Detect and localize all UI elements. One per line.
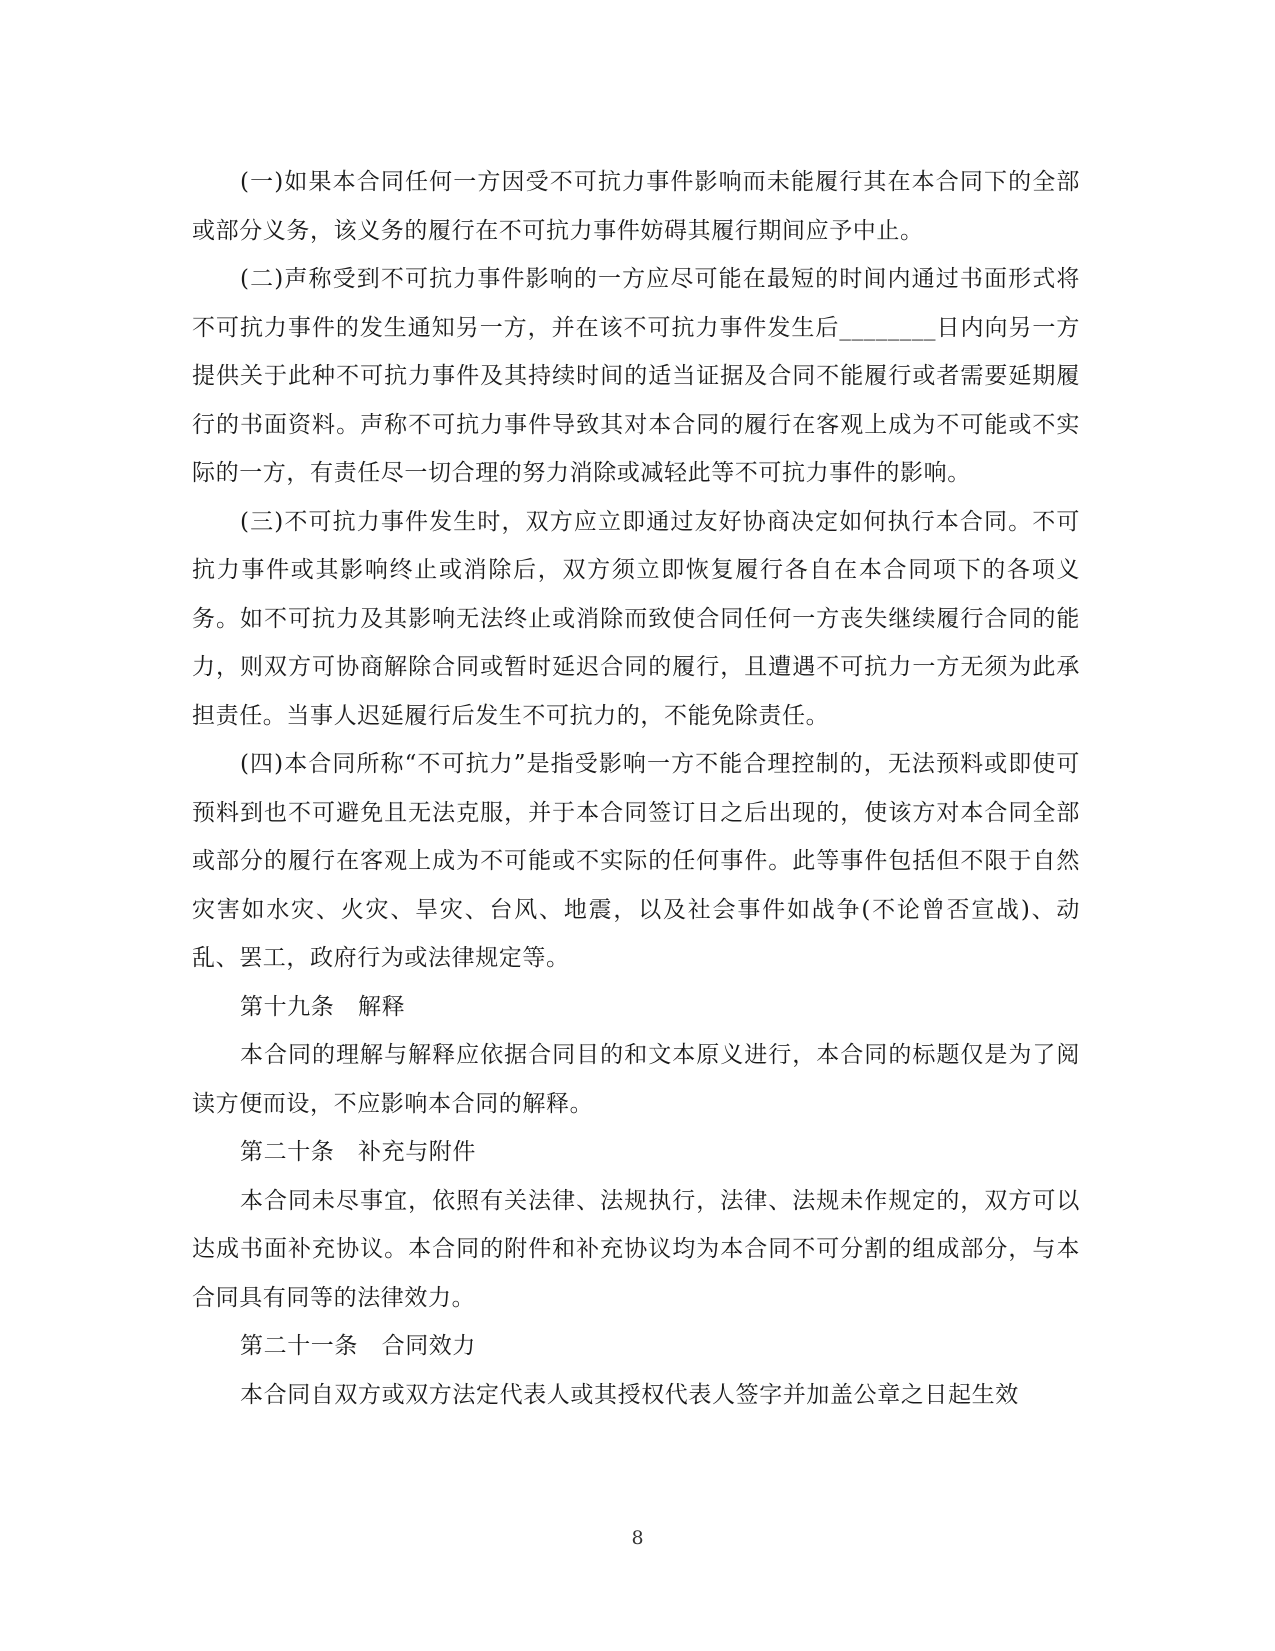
document-body: [192, 158, 1080, 1419]
article-21-body: 本合同自双方或双方法定代表人或其授权代表人签字并加盖公章之日起生效: [240, 1381, 1019, 1408]
page-number: 8: [631, 1527, 644, 1549]
paragraph-force-majeure-3: (三)不可抗力事件发生时，双方应立即通过友好协商决定如何执行本合同。不可抗力事件或其影响终止或消除后，双方须立即恢复履行各自在本合同项下的各项义务。如不可抗力及其影响无法终止或消除而致使合同任何一方丧失继续履行合同的能力，则双方可协商解除合同或暂时延迟合同的履行，且遭遇不可抗力一方无须为此承担责任。当事人迟延履行后发生不可抗力的，不能免除责任。: [192, 508, 1080, 729]
paragraph-force-majeure-1: (一)如果本合同任何一方因受不可抗力事件影响而未能履行其在本合同下的全部或部分义务，该义务的履行在不可抗力事件妨碍其履行期间应予中止。: [192, 169, 1080, 244]
article-20-heading: 第二十条 补充与附件: [240, 1139, 476, 1165]
article-19-heading: 第十九条 解释: [240, 993, 406, 1020]
article-20-body: 本合同未尽事宜，依照有关法律、法规执行，法律、法规未作规定的，双方可以达成书面补充协议。本合同的附件和补充协议均为本合同不可分割的组成部分，与本合同具有同等的法律效力。: [192, 1187, 1080, 1311]
paragraph-force-majeure-2: (二)声称受到不可抗力事件影响的一方应尽可能在最短的时间内通过书面形式将不可抗力事件的发生通知另一方，并在该不可抗力事件发生后________日内向另一方提供关于此种不可抗力事件及其持续时间的适当证据及合同不能履行或者需要延期履行的书面资料。声称不可抗力事件导致其对本合同的履行在客观上成为不可能或不实际的一方，有责任尽一切合理的努力消除或减轻此等不可抗力事件的影响。: [192, 266, 1080, 486]
article-21-heading: 第二十一条 合同效力: [240, 1333, 476, 1359]
paragraph-force-majeure-4: (四)本合同所称“不可抗力”是指受影响一方不能合理控制的，无法预料或即使可预料到也不可避免且无法克服，并于本合同签订日之后出现的，使该方对本合同全部或部分的履行在客观上成为不可能或不实际的任何事件。此等事件包括但不限于自然灾害如水灾、火灾、旱灾、台风、地震，以及社会事件如战争(不论曾否宣战)、动乱、罢工，政府行为或法律规定等。: [192, 751, 1080, 971]
article-19-body: 本合同的理解与解释应依据合同目的和文本原义进行，本合同的标题仅是为了阅读方便而设，不应影响本合同的解释。: [192, 1042, 1080, 1117]
